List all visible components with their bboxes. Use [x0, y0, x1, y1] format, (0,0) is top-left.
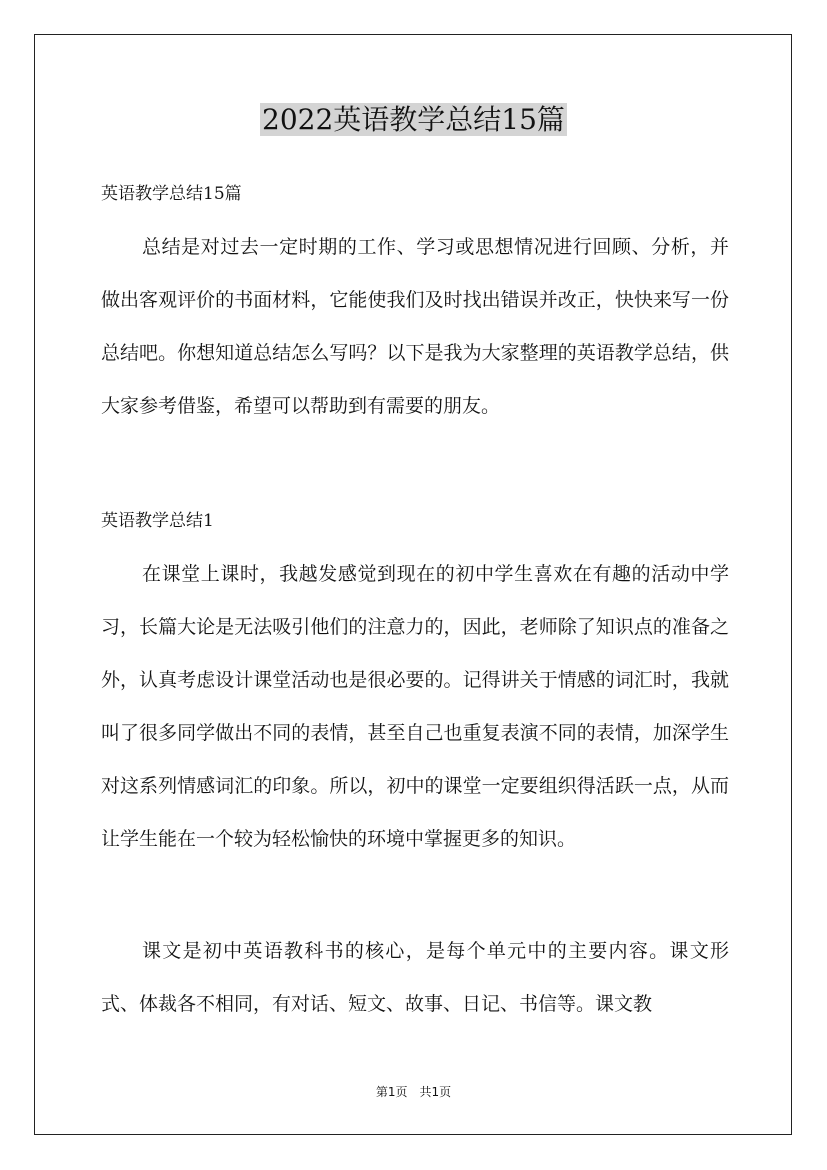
- document-subtitle: 英语教学总结15篇: [101, 184, 242, 204]
- page-number: 第1页 共1页: [375, 1085, 452, 1099]
- document-title: [0, 100, 827, 140]
- body-paragraph: 在课堂上课时，我越发感觉到现在的初中学生喜欢在有趣的活动中学习，长篇大论是无法吸引他们的注意力的，因此，老师除了知识点的准备之外，认真考虑设计课堂活动也是很必要的。记得讲关于情感的词汇时，我就叫了很多同学做出不同的表情，甚至自己也重复表演不同的表情，加深学生对这系列情感词汇的印象。所以，初中的课堂一定要组织得活跃一点，从而让学生能在一个较为轻松愉快的环境中掌握更多的知识。: [101, 563, 729, 850]
- intro-paragraph: 总结是对过去一定时期的工作、学习或思想情况进行回顾、分析，并做出客观评价的书面材料，它能使我们及时找出错误并改正，快快来写一份总结吧。你想知道总结怎么写吗？以下是我为大家整理的英语教学总结，供大家参考借鉴，希望可以帮助到有需要的朋友。: [101, 236, 729, 417]
- section-heading: 英语教学总结1: [101, 511, 214, 531]
- body-paragraph-continued: 课文是初中英语教科书的核心，是每个单元中的主要内容。课文形式、体裁各不相同，有对话、短文、故事、日记、书信等。课文教: [101, 940, 729, 1015]
- document-title-text: 2022英语教学总结15篇: [262, 103, 565, 136]
